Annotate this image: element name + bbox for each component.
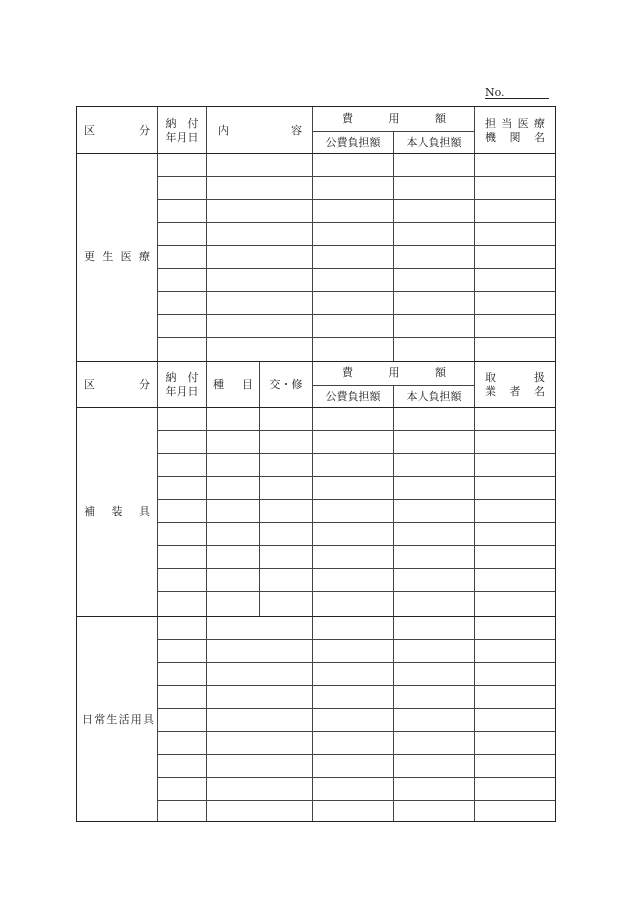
medical-kouhi-label: 公費負担額	[325, 136, 381, 149]
col-divider-5	[474, 107, 475, 821]
row-line	[157, 453, 555, 454]
device-kouhi-label: 公費負担額	[325, 390, 381, 403]
row-line	[157, 268, 555, 269]
row-line	[157, 800, 555, 801]
device-koushu-label: 交・修	[269, 378, 303, 391]
medical-honnin-label: 本人負担額	[406, 136, 462, 149]
device-noufu-label-2: 年月日	[165, 385, 199, 398]
cost-header-split-1	[312, 131, 474, 132]
medical-noufu-label-2: 年月日	[165, 131, 199, 144]
row-line	[157, 708, 555, 709]
header-bottom-2	[77, 407, 555, 408]
col-divider-4a	[393, 131, 394, 361]
medical-hiyou-label: 費 用 額	[342, 112, 446, 125]
row-line	[157, 662, 555, 663]
medical-tantou-label-1: 担当医療	[485, 117, 545, 130]
row-line	[157, 685, 555, 686]
record-form-table	[76, 106, 556, 822]
device-toriatsukai-label-2: 業 者 名	[485, 385, 545, 398]
medical-naiyou-label: 内 容	[218, 124, 302, 137]
row-line	[157, 222, 555, 223]
medical-noufu-label-1: 納 付	[165, 117, 199, 130]
medical-tantou-label-2: 機 関 名	[485, 131, 545, 144]
row-line	[157, 499, 555, 500]
device-kubun-label: 区 分	[84, 378, 150, 391]
col-divider-device-type	[259, 361, 260, 616]
device-hiyou-label: 費 用 額	[342, 366, 446, 379]
col-divider-2	[206, 107, 207, 821]
document-number-underline	[485, 98, 549, 99]
device-honnin-label: 本人負担額	[406, 390, 462, 403]
row-line	[157, 639, 555, 640]
section-divider-1	[77, 361, 555, 362]
col-divider-4c	[393, 616, 394, 821]
row-line	[157, 245, 555, 246]
row-line	[157, 777, 555, 778]
row-line	[157, 430, 555, 431]
medical-category-label: 更生医療	[84, 250, 150, 263]
row-line	[157, 522, 555, 523]
row-line	[157, 291, 555, 292]
row-line	[157, 591, 555, 592]
row-line	[157, 476, 555, 477]
row-line	[157, 314, 555, 315]
col-divider-1	[157, 107, 158, 821]
daily-category-label: 日常生活用具	[82, 713, 154, 726]
col-divider-3	[312, 107, 313, 821]
device-shumoku-label: 種 目	[213, 378, 253, 391]
cost-header-split-2	[312, 385, 474, 386]
medical-kubun-label: 区 分	[84, 124, 150, 137]
document-number-label: No.	[485, 86, 505, 99]
device-toriatsukai-label-1: 取 扱	[485, 371, 545, 384]
device-noufu-label-1: 納 付	[165, 371, 199, 384]
row-line	[157, 199, 555, 200]
section-divider-2	[77, 616, 555, 617]
row-line	[157, 731, 555, 732]
document-number	[485, 86, 505, 99]
row-line	[157, 568, 555, 569]
header-bottom-1	[77, 153, 555, 154]
row-line	[157, 337, 555, 338]
device-category-label: 補 装 具	[84, 505, 150, 518]
row-line	[157, 176, 555, 177]
row-line	[157, 545, 555, 546]
col-divider-4b	[393, 385, 394, 616]
row-line	[157, 754, 555, 755]
